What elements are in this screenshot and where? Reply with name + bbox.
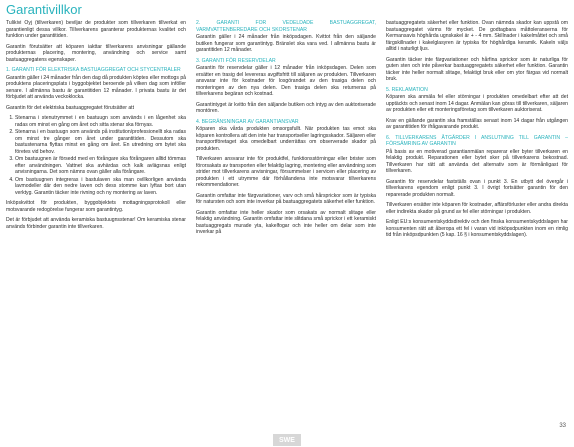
paragraph: Garantin för reservdelar fastställs ovan i punkt 3. En utbytt del övergår i tillverkarens egendom enligt punkt 3. I övrigt fortsätter garantin för den reparerade produkten normalt. bbox=[386, 178, 568, 198]
paragraph: Tillverkaren ersätter inte köparen för kostnader, affärsförluster eller andra direkta eller indirekta skador på grund av fel eller störningar i produkten. bbox=[386, 202, 568, 215]
paragraph: Garantin gäller i 24 månader från den dag då produkten köptes eller mottogs på produktens placeringsplats i byggobjektet beroende på vilken dag som inföller senare. I allmänna bastu är garantitiden 12 månader. I privata bastu är det förbjudet att använda veckoklocka. bbox=[6, 74, 186, 100]
section-heading: 4. BEGRÄNSNINGAR AV GARANTIANSVAR bbox=[196, 118, 299, 125]
paragraph: Enligt EU:s konsumentskyddsdirektiv och den finska konsumentskyddslagen har konsumenten rätt att åberopa ett fel i varan vid inköpsdpunkten inom en rimlig tid från inköpsdpunkten (5 kap. 16 § i konsumentskyddslagen). bbox=[386, 219, 568, 238]
page-title: Garantivillkor bbox=[6, 2, 82, 17]
numbered-list bbox=[6, 115, 186, 196]
paragraph: bastuaggregatets säkerhet eller funktion. Ovan nämnda skador kan uppstå om bastuaggregatet värms för mycket. De godtagbara måttoleranserna för Kermansavis höghårda ugnskakel är + - 4 mm. Skillnader i kakelmåttet och små färgskillnader i kakelglasyren är typiska för höghårdiga keramik. Kakeln väljs alltid i naturligt ljus. bbox=[386, 20, 568, 52]
paragraph: Tillverkaren ansvarar inte för produktfel, funktionsstörningar eller brister som förorsakats av transporten eller felaktig lagring, montering eller användning som strider mot tillverkarens anvisningar, försummelser i servicen eller placering av produkten i ett utrymme där förhållandena inte motsvarar tillverkarens rekommendationer. bbox=[196, 156, 376, 188]
section-heading: 2. GARANTI FÖR VEDELDADE BASTUAGGREGAT, VARMVATTENBEREDARE OCH SKORSTENAR bbox=[196, 20, 376, 33]
paragraph: Garantin förutsätter att köparen iakttar tillverkarens anvisningar gällande produkternas placering, montering, användning och service samt bastuaggregatens egenskaper. bbox=[6, 43, 186, 63]
section-heading: 6. TILLVERKARENS ÅTGÄRDER I ANSLUTNING TILL GARANTIN – FÖRSÄMRING AV GARANTIN bbox=[386, 134, 568, 147]
paragraph: Köparen ska anmäla fel eller störningar i produkten omedelbart efter att det upptäckts och senast inom 14 dagar. Anmälan kan göras till tillverkaren, säljaren av produkten eller ett monteringsföretag som tillverkaren auktoriserat. bbox=[386, 94, 568, 113]
text-column-1 bbox=[6, 20, 186, 440]
list-item: 1. Stenarna i stenutrymmet i en bastuugn som används i en lågenhet ska radas om minst en gång om året och sitta stenar ska förnyas. bbox=[15, 115, 186, 128]
paragraph: Det är förbjudet att använda keramiska bastuugnsstenar! Om keramiska stenar används förbinder garantin inte tillverkaren. bbox=[6, 217, 186, 230]
paragraph: Garantin för reservdelar gäller i 12 månader från inköpsdagen. Delen som ersätter en trasig del levereras avgiftsfritt till säljaren av produkten. Tillverkaren ansvarar inte för kostnader för losgörandet av den trasiga delen och monteringen av den nya delen. Den trasiga delen ska returneras på tillverkarens begäran och kostnad. bbox=[196, 65, 376, 97]
paragraph: Tulikivi Oyj (tillverkaren) beviljar de produkter som tillverkaren tillverkat en garantienligt dessa villkor. Tillverkarens garanterar produkternas kvalitet och funktion under garantitiden. bbox=[6, 20, 186, 39]
section-heading: 1. GARANTI FÖR ELEKTRISKA BASTUAGGREGAT OCH STYCENTRALER bbox=[6, 67, 181, 73]
paragraph: På basis av en motiverad garantianmälan reparerar eller byter tillverkaren en felaktig produkt. Reparationen eller bytet sker på tillverkarens bekostnad. Tillverkaren har rätt att använda det alternativ som är förmånligast för tillverkaren. bbox=[386, 148, 568, 174]
paragraph: Krav en gällande garantin ska framställas senast inom 14 dagar från utgången av garantitiden för ifrågavarande produkt. bbox=[386, 117, 568, 130]
text-column-2 bbox=[196, 20, 376, 440]
paragraph: Garantintyget är kvitto från den säljande butiken och intyg av den auktoriserade montören. bbox=[196, 101, 376, 114]
section-heading: 5. REKLAMATION bbox=[386, 86, 428, 93]
paragraph: Garantin täcker inte färgvariationer och hårfina sprickor som är naturliga för guten sten och inte påverkar bastuaggregatets säkerhet eller funktion. Garantin täcker inte heller normalt slitage, felaktigt bruk eller om ytor färgas vid normalt bruk. bbox=[386, 56, 568, 82]
text-column-3 bbox=[386, 20, 568, 440]
list-item: 3. Om bastuugnen är försedd med en förångare ska förångaren alltid tömmas efter användningen. Vattnet ska avhärdas och kalk avlägsnas enligt anvisningarna. Det som nämns ovan gäller alla förångare. bbox=[15, 156, 186, 176]
paragraph: Köparen ska vårda produkten omsorgsfullt. När produkten tas emot ska köparen kontrollera att den inte har transportseller lagringsskador. Säljaren eller transportföretaget ska omedelbart underrättas om observerade skador på produkten. bbox=[196, 126, 376, 152]
paragraph: Inköpskvittot för produkten, byggobjektets mottagningsprotokoll eller motsvarande redogörelse fungerar som garantintyg. bbox=[6, 200, 186, 213]
paragraph: Garantin omfattar inte heller skador som orsakats av normalt slitage eller felaktig användning. Garantin omfattar inte slitdana små sprickor i ett keramiskt bastuaggregats murade yta, kakelfogar och inte heller om delar som inte inverkar på bbox=[196, 209, 376, 235]
list-item: 4. Om bastuugnen integreras i bastulaven ska man ovillkorligen använda lavmodeller där den nedre laven och dess stomme kan lyftas bort utan verktyg. Garantin täcker inte rivning och ny montering av laven. bbox=[15, 177, 186, 197]
paragraph: Garantin för det elektriska bastuaggregatet förutsätter att bbox=[6, 104, 134, 111]
section-heading: 3. GARANTI FÖR RESERVDELAR bbox=[196, 57, 276, 64]
paragraph: Garantin gäller i 24 månader från inköpsdagen. Kvittot från den säljande butiken fungerar som garantintyg. Bränslet ska vara ved. I allmänna bastu är garantitiden 12 månader. bbox=[196, 34, 376, 53]
paragraph: Garantin omfattar inte färgvariationer, varv och små hårsprickor som är typiska för natursten och som inte inverkar på bastuaggregatets säkerhet eller funktion. bbox=[196, 192, 376, 205]
language-badge: SWE bbox=[273, 434, 301, 446]
list-item: 2. Stenarna i en bastuugn som används på institution/professionellt ska radas om minst tre gånger om året under garantitiden. Dessutom ska bastustenarna flyttas minst en gång om året. En utredning om bytet ska företes vid behov. bbox=[15, 129, 186, 155]
page-number: 33 bbox=[559, 423, 566, 429]
